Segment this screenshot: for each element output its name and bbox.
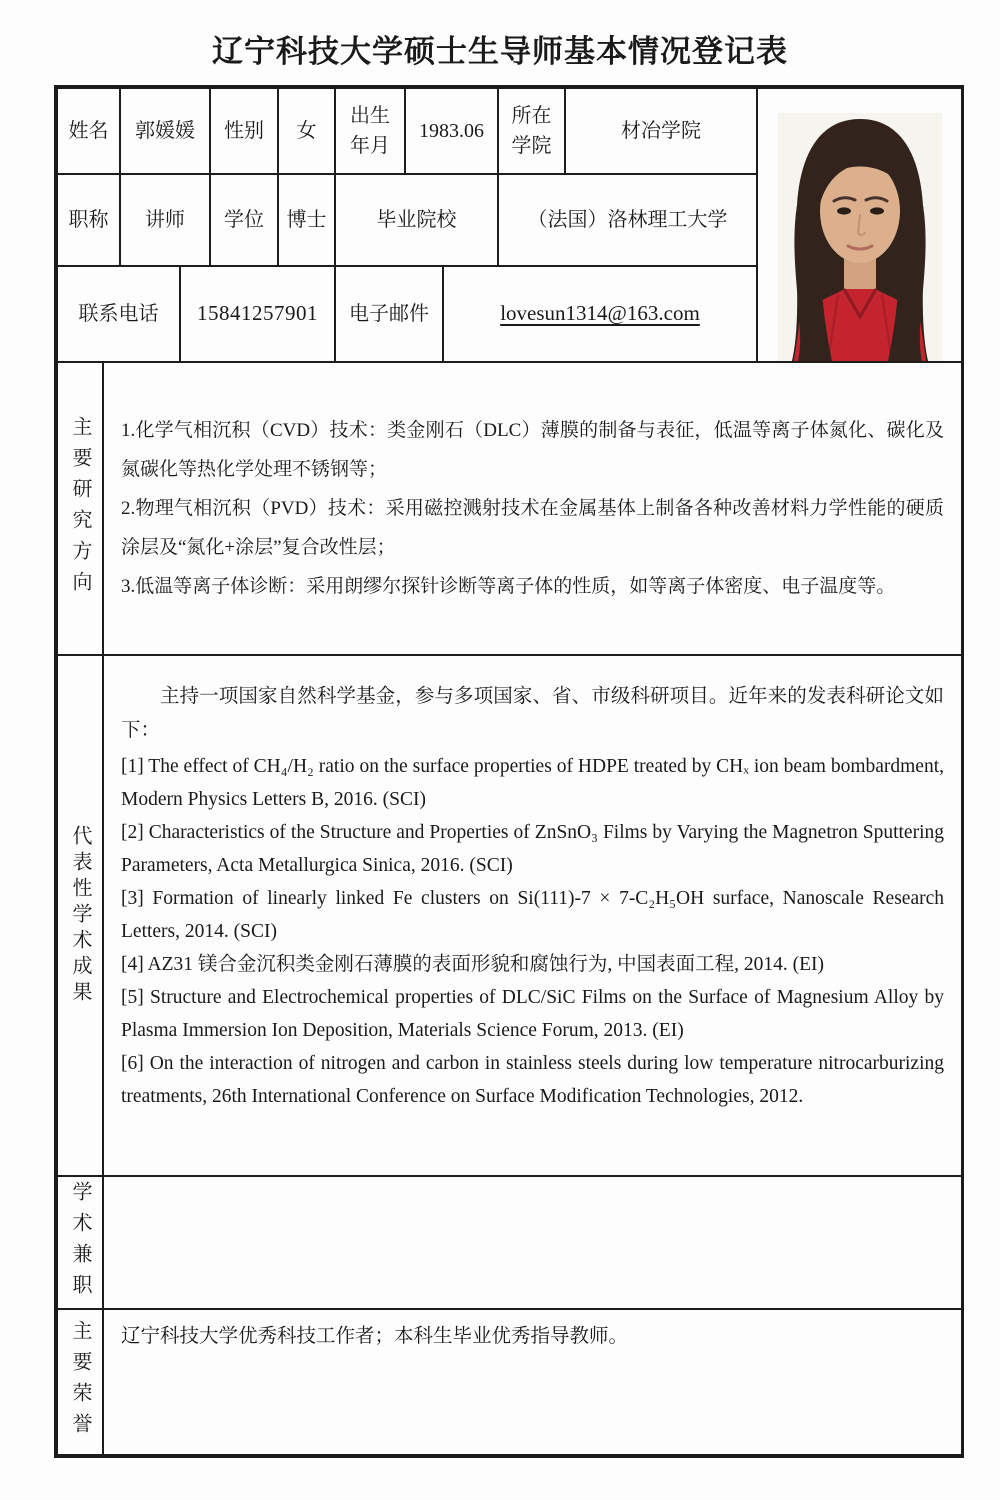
college-value: 材冶学院 (565, 88, 757, 174)
degree-label: 学位 (210, 174, 278, 266)
research-item: 3.低温等离子体诊断：采用朗缪尔探针诊断等离子体的性质，如等离子体密度、电子温度等。 (121, 576, 896, 597)
name-label: 姓名 (57, 88, 120, 174)
gender-value: 女 (278, 88, 335, 174)
graduation-school-value: （法国）洛林理工大学 (498, 174, 757, 266)
publication-item: [3] Formation of linearly linked Fe clusters on Si(111)-7 × 7-C₂H₅OH surface, Nanoscale Research Letters, 2014. (SCI) (121, 888, 944, 942)
honors-text: 辽宁科技大学优秀科技工作者；本科生毕业优秀指导教师。 (121, 1326, 629, 1347)
job-title-label: 职称 (57, 174, 120, 266)
honors-header: 主要荣誉 (57, 1309, 103, 1455)
phone-value: 15841257901 (180, 266, 335, 362)
page-title: 辽宁科技大学硕士生导师基本情况登记表 (212, 34, 788, 69)
publication-item: [6] On the interaction of nitrogen and carbon in stainless steels during low temperature nitrocarburizing treatments, 26th International Conference on Surface Modification Technologies, 2012. (121, 1053, 944, 1107)
phone-label: 联系电话 (57, 266, 180, 362)
publication-item: [5] Structure and Electrochemical properties of DLC/SiC Films on the Surface of Magnesium Alloy by Plasma Immersion Ion Deposition, Materials Science Forum, 2013. (EI) (121, 987, 944, 1041)
publication-item: [4] AZ31 镁合金沉积类金刚石薄膜的表面形貌和腐蚀行为, 中国表面工程, 2014. (EI) (121, 954, 825, 975)
research-item: 1.化学气相沉积（CVD）技术：类金刚石（DLC）薄膜的制备与表征，低温等离子体氮化、碳化及氮碳化等热化学处理不锈钢等； (121, 420, 944, 480)
gender-label: 性别 (210, 88, 278, 174)
publication-item: [1] The effect of CH₄/H₂ ratio on the surface properties of HDPE treated by CHₓ ion beam bombardment, Modern Physics Letters B, 2016. (SCI) (121, 756, 944, 810)
job-title-value: 讲师 (120, 174, 210, 266)
achievements-header: 代表性学术成果 (57, 655, 103, 1176)
research-item: 2.物理气相沉积（PVD）技术：采用磁控溅射技术在金属基体上制备各种改善材料力学性能的硬质涂层及“氮化+涂层”复合改性层； (121, 498, 944, 558)
degree-value: 博士 (278, 174, 335, 266)
research-directions-content (103, 362, 962, 655)
birth-date-label: 出生年月 (335, 88, 405, 174)
portrait-photo (778, 113, 942, 361)
name-value: 郭媛媛 (120, 88, 210, 174)
research-directions-header: 主要研究方向 (57, 362, 103, 655)
part-time-header: 学术兼职 (57, 1176, 103, 1309)
publication-item: [2] Characteristics of the Structure and Properties of ZnSnO₃ Films by Varying the Magnetron Sputtering Parameters, Acta Metallurgica Sinica, 2016. (SCI) (121, 822, 944, 876)
achievements-content (103, 655, 962, 1176)
email-cell (443, 266, 757, 362)
honors-content (103, 1309, 962, 1455)
part-time-content (103, 1176, 962, 1309)
graduation-school-label: 毕业院校 (335, 174, 498, 266)
email-label: 电子邮件 (335, 266, 443, 362)
college-label: 所在学院 (498, 88, 565, 174)
photo-cell (757, 88, 962, 362)
email-link[interactable]: lovesun1314@163.com (500, 301, 700, 326)
birth-date-value: 1983.06 (405, 88, 498, 174)
achievements-intro: 主持一项国家自然科学基金，参与多项国家、省、市级科研项目。近年来的发表科研论文如下： (121, 686, 944, 741)
